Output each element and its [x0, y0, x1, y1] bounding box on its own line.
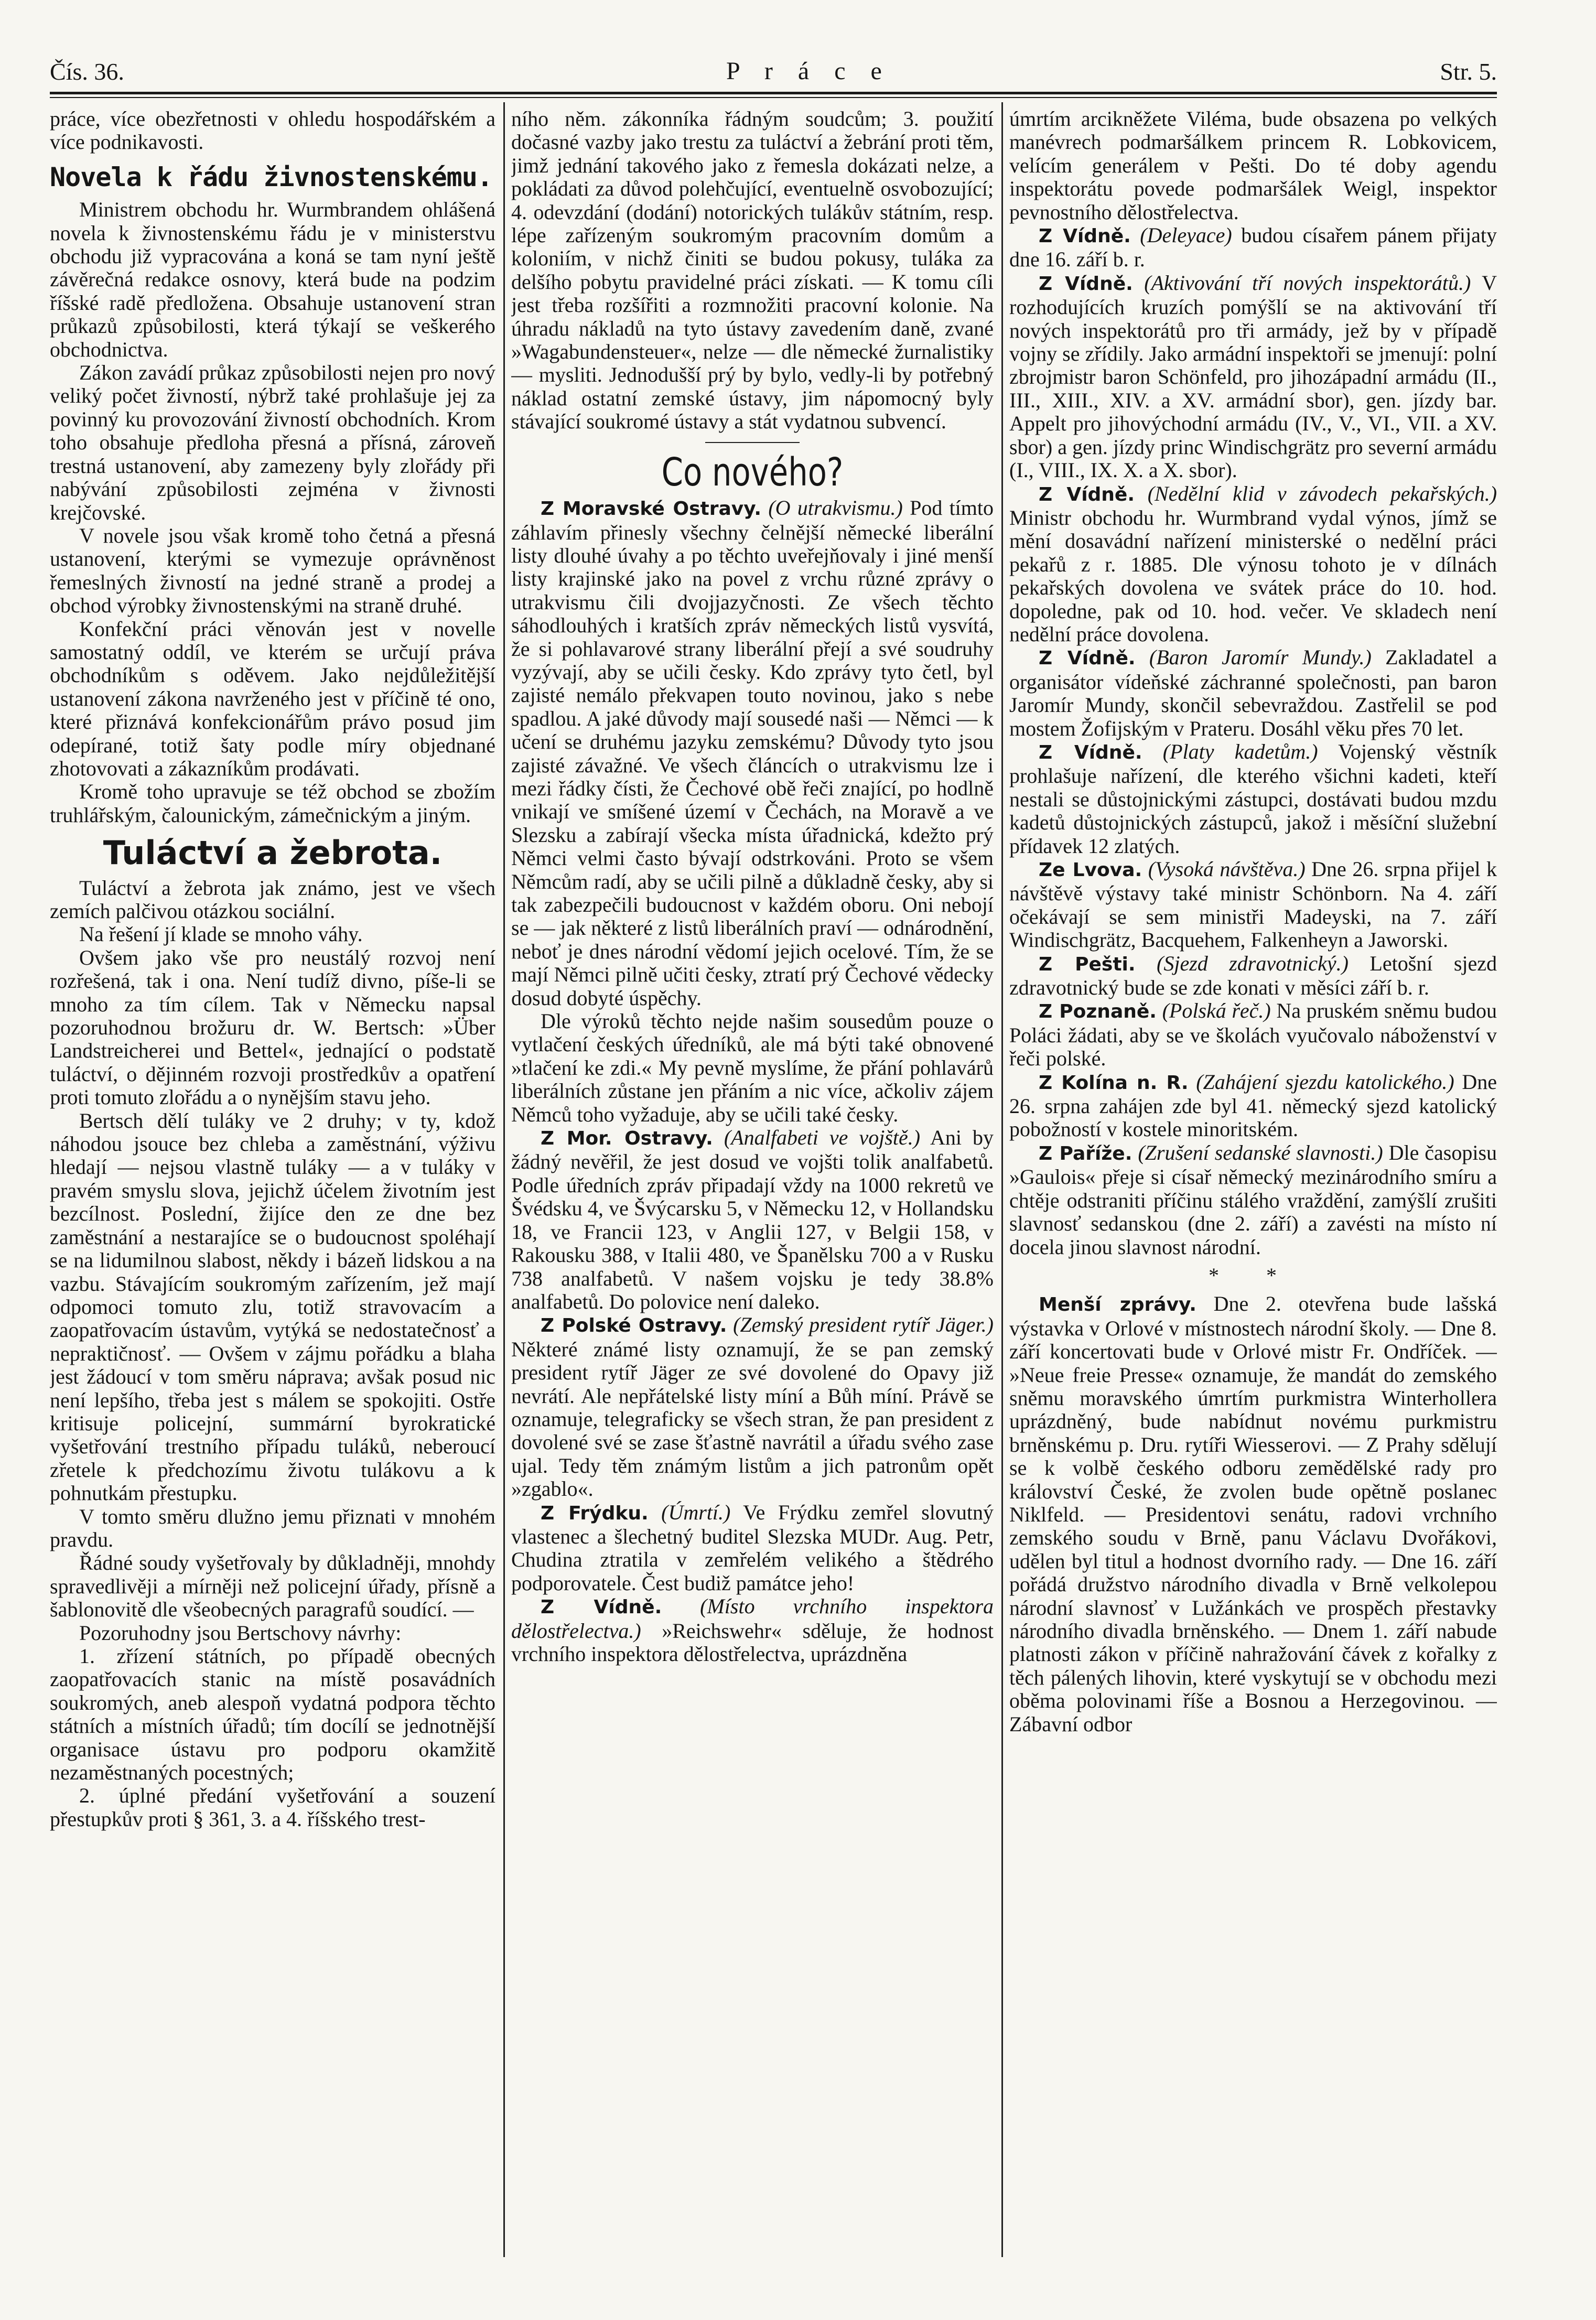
header-rule [50, 92, 1497, 94]
paragraph: Konfekční práci věnován jest v novelle samostatný oddíl, ve kterém se určují práva obchodníkům s oděvem. Jako nejdůležitější ustanovení zákona navrženého jest v příčině té ono, které přiznává konfekcionářům právo posud jim odepírané, totiž šaty podle míry objednané zhotovovati a zákazníkům prodávati. [50, 617, 495, 780]
news-item: Z Vídně. (Aktivování tří nových inspektorátů.) V rozhodujících kruzích pomýšlí se na aktivování tří nových inspektorátů pro tři armády, jež by v případě vojny se zřídily. Jako armádní inspektoři se jmenují: polní zbrojmistr baron Schönfeld, pro jihozápadní armádu (II., III., XIII., XIV. a XV. armádní sbor), gen. jízdy bar. Appelt pro jihovýchodní armádu (IV., V., VI., VII. a XV. sbor) a gen. jízdy princ Windischgrätz pro severní armádu (I., VIII., IX. X. a X. sbor). [1009, 271, 1497, 482]
news-item: Z Frýdku. (Úmrtí.) Ve Frýdku zemřel slovutný vlastenec a šlechetný buditel Slezska MUDr. Aug. Petr, Chudina ztratila v zemřelém velikého a štědrého podporovatele. Čest budiž památce jeho! [511, 1500, 994, 1595]
news-item: Z Mor. Ostravy. (Analfabeti ve vojště.) Ani by žádný nevěřil, že jest dosud ve vojšti tolik analfabetů. Podle úředních zpráv připadají vždy na 1000 rekretů ve Švédsku 4, ve Švýcarsku 5, v Německu 12, v Hollandsku 18, ve Francii 123, v Anglii 127, v Belgii 158, v Rakousku 388, v Italii 480, ve Španělsku 700 a v Rusku 738 analfabetů. V našem vojsku je tedy 38.8% analfabetů. Do polovice není daleko. [511, 1126, 994, 1313]
page-number: Str. 5. [1440, 58, 1497, 85]
column-2 [511, 107, 994, 2262]
paragraph: Ministrem obchodu hr. Wurmbrandem ohlášená novela k živnostenskému řádu je v ministerstvu obchodu již vypracována a koná se tam nyní ještě závěrečná redakce osnovy, která bude na podzim říšské radě předložena. Obsahuje ustanovení stran průkazů způsobilosti, která týkají se veškerého obchodnictva. [50, 198, 495, 361]
section-rule [705, 442, 800, 443]
news-item: Dle výroků těchto nejde našim sousedům pouze o vytlačení českých úředníků, ale má býti také obnovené »tlačení ke zdi.« My pevně myslíme, že přání pohlavárů liberálních zůstane jen přáním a nic více, ačkoliv zájem Němců toho vyžaduje, aby se učili také česky. [511, 1009, 994, 1126]
paragraph: úmrtím arcikněžete Viléma, bude obsazena po velkých manévrech podmaršálkem princem R. Lobkovicem, velícím generálem v Pešti. Do té doby agendu inspektorátu povede podmaršálek Weigl, inspektor pevnostního dělostřelectva. [1009, 107, 1497, 224]
newspaper-title: P r á c e [726, 57, 891, 85]
page-header [50, 52, 1497, 94]
section-stars: * * [1209, 1263, 1298, 1287]
column-divider [503, 102, 505, 2257]
section-heading: Co nového? [661, 449, 844, 495]
article-heading: Novela k řádu živnostenskému. [50, 161, 492, 192]
paragraph: Ovšem jako vše pro neustálý rozvoj není rozřešená, tak i ona. Není tudíž divno, píše-li se mnoho za tím cílem. Tak v Německu napsal pozoruhodnou brožuru dr. W. Bertsch: »Über Landstreicherei und Bettel«, jednající o podstatě tuláctví, o dějinném rozvoji prostředkův a opatření proti tomuto zlořádu a o nynějším stavu jeho. [50, 945, 495, 1109]
column-divider [1001, 102, 1003, 2257]
column-3 [1009, 107, 1497, 2262]
news-item: Z Paříže. (Zrušení sedanské slavnosti.) Dle časopisu »Gaulois« přeje si císař německý mezinárodního smíru a chtěje odstraniti příčinu stálého vraždění, zamýšlí zrušiti slavnosť sedanskou (dne 2. září) a zavésti na místo ní docela jinou slavnost národní. [1009, 1140, 1497, 1259]
paragraph: Zákon zavádí průkaz způsobilosti nejen pro nový veliký počet živností, nýbrž také prohlašuje jej za povinný ku provozování živností obchodních. Krom toho obsahuje předloha přesná a přísná, zároveň trestná ustanovení, aby zamezeny byly zlořády při nabývání způsobilosti zejména v živnosti krejčovské. [50, 361, 495, 524]
paragraph: V novele jsou však kromě toho četná a přesná ustanovení, kterými se vymezuje oprávněnost řemeslných živností na jedné straně a prodej a obchod výrobky živnostenskými na straně druhé. [50, 523, 495, 618]
paragraph: Pozoruhodny jsou Bertschovy návrhy: [79, 1621, 402, 1645]
news-item: Z Vídně. (Místo vrchního inspektora dělostřelectva.) »Reichswehr« sděluje, že hodnost vrchního inspektora dělostřelectva, uprázdněna [511, 1594, 994, 1666]
news-item: Ze Lvova. (Vysoká návštěva.) Dne 26. srpna přijel k návštěvě výstavy také ministr Schönborn. Na 4. září očekávají se sem ministři Madeyski, na 7. září Windischgrätz, Bacquehem, Falkenheyn a Jaworski. [1009, 857, 1497, 952]
article-heading: Tuláctví a žebrota. [103, 834, 443, 872]
paragraph: Bertsch dělí tuláky ve 2 druhy; v ty, kdož náhodou jsouce bez chleba a zaměstnání, výživu hledají — nejsou vlastně tuláky — a v tuláky v pravém smyslu slova, jejichž účelem životním jest bezcílnost. Poslední, žijíce den ze dne bez zaměstnání a nestarajíce se o budoucnost spoléhají se na lidumilnou slabost, někdy i bázeň lidskou a na vazbu. Stávajícím soukromým zařízením, jež mají odpomoci tomuto zlu, totiž stravovacím a zaopatřovacím ústavům, vytýká se nedostatečnosť a nepraktičnosť. — Ovšem v zájmu pořádku a blaha jest žádoucí v tom směru náprava; avšak posud nic není lepšího, třeba jest s málem se spokojiti. Ostře kritisuje policejní, summární byrokratické vyšetřování trestního případu tuláků, neberoucí zřetele k předchozímu životu tulákovu a k pohnutkám přestupku. [50, 1108, 495, 1505]
news-item: Z Pešti. (Sjezd zdravotnický.) Letošní sjezd zdravotnický bude se zde konati v měsíci září b. r. [1009, 951, 1497, 1000]
issue-number: Čís. 36. [50, 58, 124, 85]
news-item: Z Moravské Ostravy. (O utrakvismu.) Pod tímto záhlavím přinesly všechny čelnější německé liberální listy dlouhé úvahy a po těchto uveřejňovaly i jiné menší listy krajinské jako na povel z vrchu různé zprávy o utrakvismu čili dvojjazyčnosti. Ze všech těchto sáhodlouhých i kratších zpráv německých listů vysvítá, že si pohlavarové strany liberální přejí a své soudruhy vyzývají, aby se učili česky. Kdo zprávy tyto četl, byl zajisté nemálo překvapen touto novinou, jako s nebe spadlou. A jaké důvody mají sousedé naši — Němci — k učení se druhému jazyku zemskému? Důvody tyto jsou zajisté závažné. Ve všech článcích o utrakvismu lze i mezi řádky čísti, že Čechové obě řeči znající, po hodlně vnikají ve smíšené území v Čechách, na Moravě a ve Slezsku a zabírají všecka místa úřadnická, kdežto prý Němci velmi často bývají odstrkováni. Proto se všem Němcům radí, aby se učili pilně a důkladně česky, aby si tak zabezpečili budoucnost v každém oboru. Oni nebojí se — jak některé z listů liberálních praví — odnárodnění, neboť je dnes národní vědomí jejich ocelové. Tím, že se mají Němci pilně učiti česky, ztratí prý Čechové vědecky dosud dobyté úspěchy. [511, 496, 994, 1010]
header-rule-thin [50, 97, 1497, 98]
news-item: Z Vídně. (Deleyace) budou císařem pánem přijaty dne 16. září b. r. [1009, 223, 1497, 272]
paragraph: Tuláctví a žebrota jak známo, jest ve všech zemích palčivou otázkou sociální. [50, 876, 495, 923]
news-item: Z Poznaně. (Polská řeč.) Na pruském sněmu budou Poláci žádati, aby se ve školách vyučovalo náboženství v řeči polské. [1009, 999, 1497, 1071]
news-item: Z Polské Ostravy. (Zemský president rytíř Jäger.) Některé známé listy oznamují, že se pan zemský president rytíř Jäger ze své dovolené do Opavy již nevrátí. Ale nepřátelské listy míní a Bůh míní. Právě se oznamuje, telegraficky se všech stran, že pan president z dovolené své se zase šťastně navrátil a úřadu svého zase ujal. Tedy těm známým listům a jich patronům opět »zgablo«. [511, 1313, 994, 1501]
news-item: Z Vídně. (Baron Jaromír Mundy.) Zakladatel a organisátor vídeňské záchranné společnosti, pan baron Jaromír Mundy, skončil sebevraždou. Zastřelil se pod mostem Žofijským v Prateru. Dosáhl věku přes 70 let. [1009, 645, 1497, 740]
paragraph: 1. zřízení státních, po případě obecných zaopatřovacích stanic na místě posavádních soukromých, aneb alespoň vydatná podpora těchto státních a místních úřadů; tím docílí se jednotnější organisace ústavu pro podporu okamžitě nezaměstnaných pocestných; [50, 1644, 495, 1785]
paragraph: Kromě toho upravuje se též obchod se zbožím truhlářským, čalounickým, zámečnickým a jiným. [50, 780, 495, 827]
paragraph: ního něm. zákonníka řádným soudcům; 3. použití dočasné vazby jako trestu za tuláctví a žebrání proti těm, jimž jednání takového jako z řemesla dokázati nelze, a pokládati za důvod polehčující, eventuelně osvobozující; 4. odevzdání (dodání) notorických tulákův státním, resp. lépe zařízeným soukromým pracovním domům a koloniím, v nichž činiti se budou pokusy, tuláka za delšího pobytu pravidelné práci získati. — K tomu cíli jest třeba rozšířiti a rozmnožiti pracovní kolonie. Na úhradu nákladů na tyto ústavy zavedením daně, zvané »Wagabundensteuer«, nelze — dle německé žurnalistiky — mysliti. Jednodušší prý by bylo, vedly-li by potřebný náklad ostatní zemské ústavy, jim nápomocný byly stávající soukromé ústavy a stát vydatnou subvencí. [511, 107, 994, 434]
news-item: Z Kolína n. R. (Zahájení sjezdu katolického.) Dne 26. srpna zahájen zde byl 41. německý sjezd katolický pobožností v kostele minoritském. [1009, 1070, 1497, 1141]
paragraph: 2. úplné předání vyšetřování a souzení přestupkův proti § 361, 3. a 4. říšského trest- [50, 1784, 495, 1831]
column-1 [50, 107, 495, 2262]
paragraph: Řádné soudy vyšetřovaly by důkladněji, mnohdy spravedlivěji a mírněji než policejní úřady, přísně a šablonovitě dle všeobecných paragrafů soudící. — [50, 1551, 495, 1622]
news-item: Z Vídně. (Platy kadetům.) Vojenský věstník prohlašuje nařízení, dle kterého všichni kadeti, kteří nestali se důstojnickými zástupci, dostávati budou mzdu kadetů důstojnických zástupců, jakož i měsíční služební přídavek 12 zlatých. [1009, 739, 1497, 858]
paragraph: práce, více obezřetnosti v ohledu hospodářském a více podnikavosti. [50, 107, 495, 154]
news-item: Menší zprávy. Dne 2. otevřena bude lašská výstavka v Orlové v místnostech národní školy. — Dne 8. září koncertovati bude v Orlové mistr Fr. Ondříček. — »Neue freie Presse« oznamuje, že mandát do zemského sněmu moravského úmrtím purkmistra Winterhollera uprázdněný, bude nabídnut novému purkmistru brněnskému p. Dru. rytíři Wiesserovi. — Z Prahy sdělují se k volbě českého odboru zemědělské rady pro království České, že zvolen bude opětně poslanec Niklfeld. — Presidentovi senátu, radovi vrchního zemského soudu v Brně, panu Václavu Dvořákovi, udělen byl titul a hodnost dvorního rady. — Dne 16. září pořádá družstvo národního divadla v Brně velkolepou národní slavnosť v Lužánkách ve prospěch přestavky národního divadla brněnského. — Dnem 1. září nabude platnosti zákon v příčině nahražování čávek z kořalky z těch pálených lihovin, které vyskytují se v obchodu mezi oběma polovinami říše a Bosnou a Herzegovinou. — Zábavní odbor [1009, 1292, 1497, 1736]
paragraph: V tomto směru dlužno jemu přiznati v mnohém pravdu. [50, 1504, 495, 1551]
news-item: Z Vídně. (Nedělní klid v závodech pekařských.) Ministr obchodu hr. Wurmbrand vydal výnos, jímž se mění dosavádní nařízení ministerské o nedělní práci pekařů z r. 1885. Dle výnosu tohoto je v dílnách pekařských dovolena ve svátek práce do 10. hod. dopoledne, pak od 10. hod. večer. Ve skladech není nedělní práce dovolena. [1009, 481, 1497, 646]
paragraph: Na řešení jí klade se mnoho váhy. [79, 922, 363, 946]
